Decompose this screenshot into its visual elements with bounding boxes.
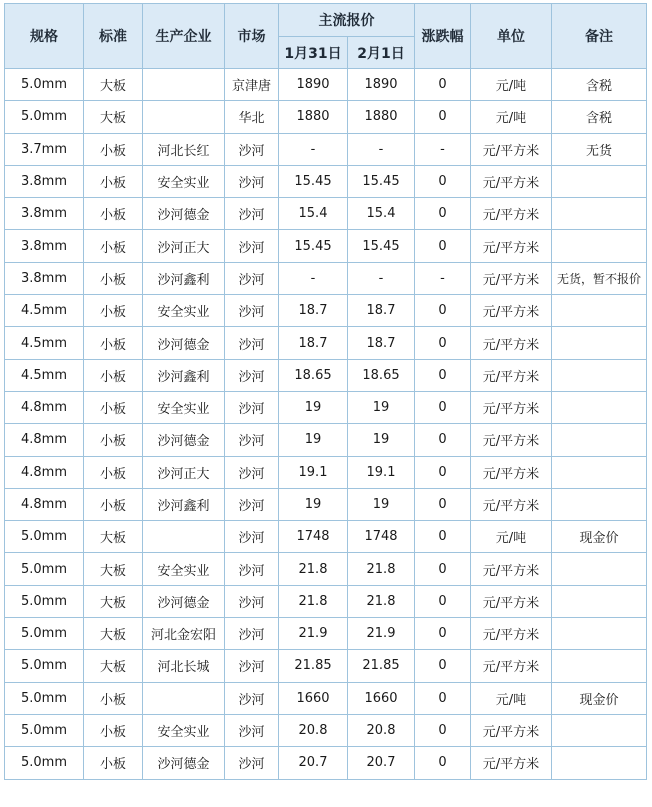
cell-change: 0 bbox=[415, 295, 471, 327]
cell-price-date-2: 1890 bbox=[348, 69, 415, 101]
cell-enterprise: 沙河德金 bbox=[143, 198, 225, 230]
cell-enterprise: 沙河德金 bbox=[143, 327, 225, 359]
cell-standard: 小板 bbox=[84, 133, 143, 165]
cell-note bbox=[552, 488, 647, 520]
cell-spec: 5.0mm bbox=[5, 618, 84, 650]
cell-note: 含税 bbox=[552, 69, 647, 101]
header-date-2: 2月1日 bbox=[348, 37, 415, 69]
cell-unit: 元/平方米 bbox=[471, 424, 552, 456]
cell-unit: 元/吨 bbox=[471, 521, 552, 553]
cell-market: 沙河 bbox=[225, 618, 279, 650]
cell-change: 0 bbox=[415, 165, 471, 197]
cell-standard: 大板 bbox=[84, 553, 143, 585]
cell-standard: 小板 bbox=[84, 456, 143, 488]
header-spec: 规格 bbox=[5, 4, 84, 69]
cell-enterprise: 沙河德金 bbox=[143, 585, 225, 617]
price-table bbox=[4, 3, 647, 780]
cell-price-date-1: 15.45 bbox=[279, 165, 348, 197]
cell-market: 沙河 bbox=[225, 456, 279, 488]
table-row bbox=[5, 262, 647, 294]
cell-market: 沙河 bbox=[225, 585, 279, 617]
cell-spec: 4.8mm bbox=[5, 391, 84, 423]
cell-note bbox=[552, 585, 647, 617]
cell-unit: 元/平方米 bbox=[471, 327, 552, 359]
cell-enterprise bbox=[143, 521, 225, 553]
cell-unit: 元/平方米 bbox=[471, 714, 552, 746]
cell-price-date-1: 20.8 bbox=[279, 714, 348, 746]
cell-note bbox=[552, 650, 647, 682]
cell-spec: 3.8mm bbox=[5, 198, 84, 230]
cell-unit: 元/平方米 bbox=[471, 488, 552, 520]
cell-enterprise: 沙河鑫利 bbox=[143, 359, 225, 391]
table-row bbox=[5, 69, 647, 101]
cell-spec: 5.0mm bbox=[5, 521, 84, 553]
cell-price-date-1: 1748 bbox=[279, 521, 348, 553]
cell-standard: 小板 bbox=[84, 198, 143, 230]
cell-change: 0 bbox=[415, 585, 471, 617]
cell-standard: 大板 bbox=[84, 650, 143, 682]
cell-price-date-2: 1748 bbox=[348, 521, 415, 553]
cell-market: 沙河 bbox=[225, 521, 279, 553]
cell-spec: 5.0mm bbox=[5, 69, 84, 101]
table-row bbox=[5, 650, 647, 682]
cell-enterprise: 安全实业 bbox=[143, 295, 225, 327]
cell-standard: 小板 bbox=[84, 295, 143, 327]
cell-price-date-2: 1880 bbox=[348, 101, 415, 133]
cell-change: - bbox=[415, 262, 471, 294]
cell-spec: 5.0mm bbox=[5, 101, 84, 133]
table-row bbox=[5, 359, 647, 391]
header-change: 涨跌幅 bbox=[415, 4, 471, 69]
cell-note: 现金价 bbox=[552, 682, 647, 714]
cell-enterprise bbox=[143, 69, 225, 101]
cell-unit: 元/吨 bbox=[471, 69, 552, 101]
cell-spec: 5.0mm bbox=[5, 714, 84, 746]
cell-spec: 4.5mm bbox=[5, 295, 84, 327]
cell-spec: 5.0mm bbox=[5, 682, 84, 714]
cell-price-date-2: 21.8 bbox=[348, 585, 415, 617]
cell-price-date-2: 15.4 bbox=[348, 198, 415, 230]
cell-market: 沙河 bbox=[225, 133, 279, 165]
cell-change: 0 bbox=[415, 553, 471, 585]
cell-market: 京津唐 bbox=[225, 69, 279, 101]
cell-change: 0 bbox=[415, 682, 471, 714]
cell-price-date-1: 19.1 bbox=[279, 456, 348, 488]
header-price-group: 主流报价 bbox=[279, 4, 415, 37]
cell-price-date-2: 15.45 bbox=[348, 165, 415, 197]
cell-price-date-1: 19 bbox=[279, 391, 348, 423]
cell-standard: 小板 bbox=[84, 682, 143, 714]
cell-standard: 小板 bbox=[84, 747, 143, 779]
table-row bbox=[5, 585, 647, 617]
cell-unit: 元/平方米 bbox=[471, 391, 552, 423]
table-row bbox=[5, 230, 647, 262]
cell-enterprise: 安全实业 bbox=[143, 714, 225, 746]
cell-price-date-2: 20.7 bbox=[348, 747, 415, 779]
cell-note: 无货 bbox=[552, 133, 647, 165]
cell-price-date-1: 21.9 bbox=[279, 618, 348, 650]
cell-standard: 大板 bbox=[84, 585, 143, 617]
cell-enterprise bbox=[143, 101, 225, 133]
cell-price-date-1: 15.4 bbox=[279, 198, 348, 230]
cell-enterprise: 安全实业 bbox=[143, 553, 225, 585]
cell-market: 沙河 bbox=[225, 650, 279, 682]
cell-price-date-1: 19 bbox=[279, 488, 348, 520]
cell-price-date-1: 21.8 bbox=[279, 553, 348, 585]
cell-price-date-1: 1880 bbox=[279, 101, 348, 133]
cell-enterprise: 沙河德金 bbox=[143, 747, 225, 779]
cell-standard: 大板 bbox=[84, 521, 143, 553]
cell-change: 0 bbox=[415, 230, 471, 262]
cell-enterprise: 河北长红 bbox=[143, 133, 225, 165]
table-row bbox=[5, 618, 647, 650]
cell-market: 沙河 bbox=[225, 198, 279, 230]
cell-note bbox=[552, 553, 647, 585]
cell-spec: 4.5mm bbox=[5, 359, 84, 391]
cell-price-date-2: 19 bbox=[348, 424, 415, 456]
cell-note bbox=[552, 456, 647, 488]
table-row bbox=[5, 133, 647, 165]
cell-enterprise: 河北长城 bbox=[143, 650, 225, 682]
cell-standard: 大板 bbox=[84, 101, 143, 133]
cell-spec: 4.5mm bbox=[5, 327, 84, 359]
cell-spec: 4.8mm bbox=[5, 488, 84, 520]
table-row bbox=[5, 488, 647, 520]
cell-price-date-2: 18.7 bbox=[348, 327, 415, 359]
cell-price-date-2: 20.8 bbox=[348, 714, 415, 746]
cell-enterprise: 沙河鑫利 bbox=[143, 262, 225, 294]
cell-market: 沙河 bbox=[225, 747, 279, 779]
table-row bbox=[5, 391, 647, 423]
cell-market: 华北 bbox=[225, 101, 279, 133]
cell-note: 现金价 bbox=[552, 521, 647, 553]
cell-change: 0 bbox=[415, 359, 471, 391]
cell-note bbox=[552, 230, 647, 262]
cell-standard: 大板 bbox=[84, 69, 143, 101]
cell-change: 0 bbox=[415, 747, 471, 779]
header-date-1: 1月31日 bbox=[279, 37, 348, 69]
header-note: 备注 bbox=[552, 4, 647, 69]
cell-spec: 3.7mm bbox=[5, 133, 84, 165]
cell-note bbox=[552, 424, 647, 456]
cell-spec: 3.8mm bbox=[5, 262, 84, 294]
cell-note bbox=[552, 714, 647, 746]
cell-price-date-2: 21.85 bbox=[348, 650, 415, 682]
cell-price-date-2: 1660 bbox=[348, 682, 415, 714]
cell-price-date-1: 1890 bbox=[279, 69, 348, 101]
cell-market: 沙河 bbox=[225, 295, 279, 327]
table-row bbox=[5, 714, 647, 746]
table-row bbox=[5, 456, 647, 488]
cell-change: - bbox=[415, 133, 471, 165]
cell-spec: 5.0mm bbox=[5, 585, 84, 617]
table-header bbox=[5, 4, 647, 69]
cell-standard: 小板 bbox=[84, 488, 143, 520]
cell-spec: 3.8mm bbox=[5, 165, 84, 197]
cell-unit: 元/平方米 bbox=[471, 359, 552, 391]
cell-unit: 元/平方米 bbox=[471, 650, 552, 682]
cell-unit: 元/平方米 bbox=[471, 456, 552, 488]
cell-standard: 小板 bbox=[84, 391, 143, 423]
cell-change: 0 bbox=[415, 618, 471, 650]
price-table-container bbox=[4, 3, 647, 780]
cell-price-date-1: 18.7 bbox=[279, 327, 348, 359]
table-row bbox=[5, 553, 647, 585]
cell-enterprise: 河北金宏阳 bbox=[143, 618, 225, 650]
cell-price-date-2: 21.9 bbox=[348, 618, 415, 650]
cell-unit: 元/平方米 bbox=[471, 618, 552, 650]
cell-note: 无货，暂不报价 bbox=[552, 262, 647, 294]
cell-change: 0 bbox=[415, 391, 471, 423]
cell-unit: 元/平方米 bbox=[471, 295, 552, 327]
cell-note bbox=[552, 165, 647, 197]
cell-note bbox=[552, 198, 647, 230]
cell-market: 沙河 bbox=[225, 714, 279, 746]
cell-note bbox=[552, 327, 647, 359]
cell-enterprise: 沙河鑫利 bbox=[143, 488, 225, 520]
cell-change: 0 bbox=[415, 69, 471, 101]
cell-price-date-1: 19 bbox=[279, 424, 348, 456]
cell-market: 沙河 bbox=[225, 488, 279, 520]
cell-enterprise: 安全实业 bbox=[143, 391, 225, 423]
cell-price-date-1: 18.65 bbox=[279, 359, 348, 391]
table-body bbox=[5, 69, 647, 780]
cell-unit: 元/平方米 bbox=[471, 198, 552, 230]
cell-change: 0 bbox=[415, 456, 471, 488]
cell-note bbox=[552, 391, 647, 423]
cell-unit: 元/平方米 bbox=[471, 747, 552, 779]
cell-price-date-2: - bbox=[348, 133, 415, 165]
table-row bbox=[5, 101, 647, 133]
cell-enterprise: 沙河正大 bbox=[143, 230, 225, 262]
cell-note: 含税 bbox=[552, 101, 647, 133]
table-row bbox=[5, 747, 647, 779]
cell-price-date-2: 18.65 bbox=[348, 359, 415, 391]
cell-price-date-2: 19 bbox=[348, 488, 415, 520]
cell-price-date-2: 19.1 bbox=[348, 456, 415, 488]
cell-unit: 元/平方米 bbox=[471, 133, 552, 165]
cell-unit: 元/平方米 bbox=[471, 165, 552, 197]
cell-market: 沙河 bbox=[225, 262, 279, 294]
cell-price-date-1: 21.8 bbox=[279, 585, 348, 617]
table-row bbox=[5, 521, 647, 553]
cell-note bbox=[552, 747, 647, 779]
cell-price-date-1: 15.45 bbox=[279, 230, 348, 262]
cell-note bbox=[552, 618, 647, 650]
cell-standard: 小板 bbox=[84, 327, 143, 359]
header-unit: 单位 bbox=[471, 4, 552, 69]
cell-unit: 元/平方米 bbox=[471, 585, 552, 617]
cell-unit: 元/吨 bbox=[471, 682, 552, 714]
cell-price-date-2: 19 bbox=[348, 391, 415, 423]
cell-price-date-1: 18.7 bbox=[279, 295, 348, 327]
cell-change: 0 bbox=[415, 521, 471, 553]
cell-price-date-2: - bbox=[348, 262, 415, 294]
cell-standard: 小板 bbox=[84, 424, 143, 456]
cell-market: 沙河 bbox=[225, 165, 279, 197]
cell-standard: 小板 bbox=[84, 230, 143, 262]
cell-enterprise: 安全实业 bbox=[143, 165, 225, 197]
cell-price-date-1: - bbox=[279, 133, 348, 165]
header-enterprise: 生产企业 bbox=[143, 4, 225, 69]
table-row bbox=[5, 424, 647, 456]
cell-enterprise: 沙河正大 bbox=[143, 456, 225, 488]
cell-change: 0 bbox=[415, 488, 471, 520]
cell-change: 0 bbox=[415, 424, 471, 456]
table-row bbox=[5, 327, 647, 359]
cell-note bbox=[552, 295, 647, 327]
cell-price-date-1: - bbox=[279, 262, 348, 294]
cell-change: 0 bbox=[415, 198, 471, 230]
cell-unit: 元/吨 bbox=[471, 101, 552, 133]
cell-standard: 小板 bbox=[84, 714, 143, 746]
cell-unit: 元/平方米 bbox=[471, 553, 552, 585]
header-market: 市场 bbox=[225, 4, 279, 69]
table-row bbox=[5, 165, 647, 197]
cell-price-date-2: 15.45 bbox=[348, 230, 415, 262]
cell-spec: 3.8mm bbox=[5, 230, 84, 262]
cell-price-date-1: 20.7 bbox=[279, 747, 348, 779]
cell-enterprise bbox=[143, 682, 225, 714]
cell-market: 沙河 bbox=[225, 424, 279, 456]
cell-note bbox=[552, 359, 647, 391]
cell-standard: 小板 bbox=[84, 359, 143, 391]
cell-market: 沙河 bbox=[225, 553, 279, 585]
table-row bbox=[5, 682, 647, 714]
cell-spec: 4.8mm bbox=[5, 424, 84, 456]
cell-change: 0 bbox=[415, 327, 471, 359]
cell-market: 沙河 bbox=[225, 230, 279, 262]
header-standard: 标准 bbox=[84, 4, 143, 69]
table-row bbox=[5, 198, 647, 230]
cell-change: 0 bbox=[415, 714, 471, 746]
cell-market: 沙河 bbox=[225, 682, 279, 714]
cell-spec: 5.0mm bbox=[5, 747, 84, 779]
cell-spec: 5.0mm bbox=[5, 553, 84, 585]
cell-unit: 元/平方米 bbox=[471, 230, 552, 262]
cell-enterprise: 沙河德金 bbox=[143, 424, 225, 456]
cell-standard: 小板 bbox=[84, 165, 143, 197]
cell-price-date-1: 1660 bbox=[279, 682, 348, 714]
cell-unit: 元/平方米 bbox=[471, 262, 552, 294]
cell-standard: 大板 bbox=[84, 618, 143, 650]
cell-market: 沙河 bbox=[225, 327, 279, 359]
cell-change: 0 bbox=[415, 650, 471, 682]
table-row bbox=[5, 295, 647, 327]
cell-standard: 小板 bbox=[84, 262, 143, 294]
cell-market: 沙河 bbox=[225, 359, 279, 391]
cell-spec: 5.0mm bbox=[5, 650, 84, 682]
cell-spec: 4.8mm bbox=[5, 456, 84, 488]
cell-change: 0 bbox=[415, 101, 471, 133]
cell-price-date-2: 18.7 bbox=[348, 295, 415, 327]
cell-market: 沙河 bbox=[225, 391, 279, 423]
cell-price-date-2: 21.8 bbox=[348, 553, 415, 585]
cell-price-date-1: 21.85 bbox=[279, 650, 348, 682]
